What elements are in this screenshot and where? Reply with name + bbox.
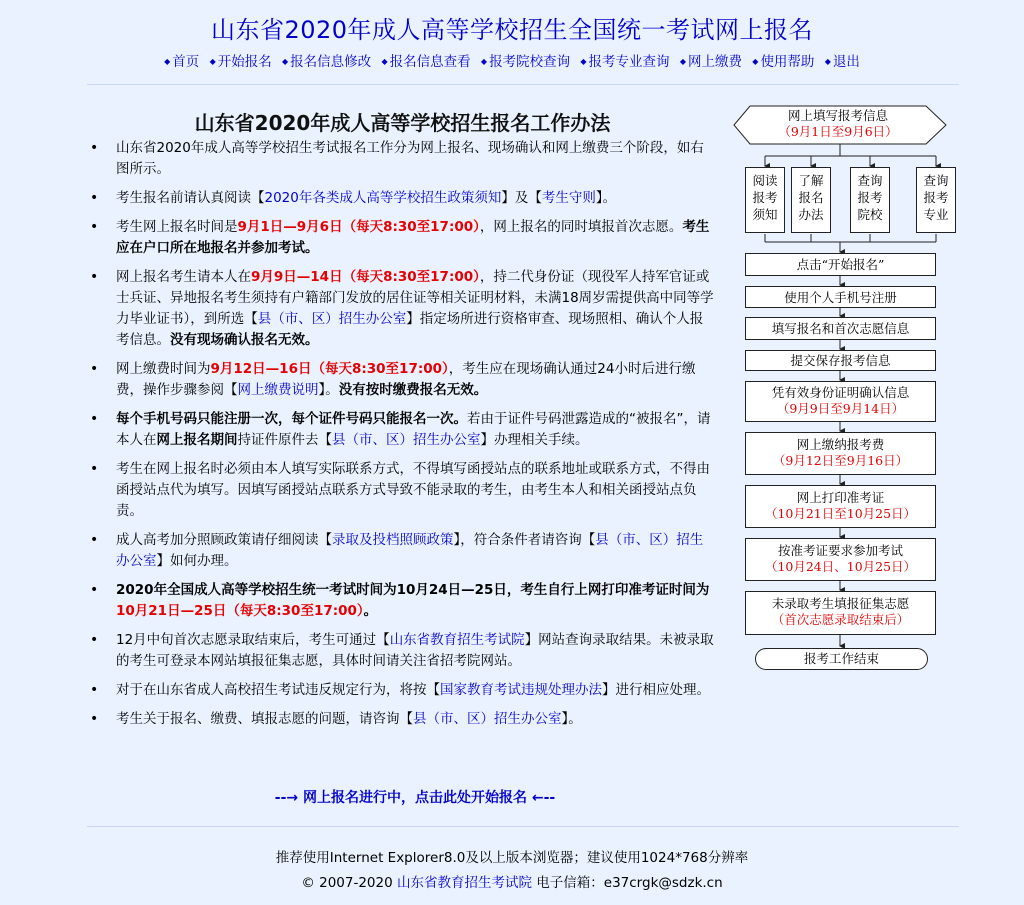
item-text: 网上报名考生请本人在 bbox=[116, 269, 251, 285]
item-text: 网上缴费时间为 bbox=[116, 361, 211, 377]
flow-step-label: 未录取考生填报征集志愿 bbox=[771, 596, 910, 611]
exam-institute-link[interactable]: 山东省教育招生考试院 bbox=[389, 632, 525, 648]
date-highlight: 9月9日—14日（每天8:30至17:00） bbox=[251, 269, 480, 285]
item-text: 持证件原件去【 bbox=[237, 432, 332, 448]
nav-major-query[interactable]: ◆ 报考专业查询 bbox=[580, 54, 669, 70]
item-text: 若由于证件号码泄露造成的“被报名”，请本人在 bbox=[116, 411, 711, 448]
nav-home[interactable]: ◆ 首页 bbox=[164, 54, 199, 70]
item-text: 考生关于报名、缴费、填报志愿的问题，请咨询【 bbox=[116, 711, 413, 727]
item-text: 山东省2020年成人高等学校招生考试报名工作分为网上报名、现场确认和网上缴费三个阶段，如右图所示。 bbox=[116, 140, 704, 177]
flow-start-date: （9月1日至9月6日） bbox=[778, 124, 898, 139]
divider bbox=[87, 84, 959, 85]
item-bold: 每个手机号码只能注册一次，每个证件号码只能报名一次。 bbox=[116, 411, 467, 427]
date-highlight: 10月21日—25日（每天8:30至17:00） bbox=[116, 603, 364, 619]
flow-step-label: 填写报名和首次志愿信息 bbox=[771, 321, 910, 336]
flow-step-label: 网上缴纳报考费 bbox=[796, 437, 885, 452]
branch-registration-method: 了解报名办法 bbox=[791, 167, 831, 233]
flow-step-date: （10月24日、10月25日） bbox=[764, 559, 917, 574]
flow-step-click-start bbox=[745, 253, 936, 276]
flow-end bbox=[755, 648, 928, 670]
flow-step-print-ticket bbox=[745, 485, 936, 528]
flow-step-confirm bbox=[745, 381, 936, 422]
nav-modify[interactable]: ◆ 报名信息修改 bbox=[282, 54, 371, 70]
flow-step-label: 凭有效身份证明确认信息 bbox=[771, 385, 910, 400]
branch-read-notice: 阅读报考须知 bbox=[745, 167, 785, 233]
county-office-link[interactable]: 县（市、区）招生办公室 bbox=[116, 532, 704, 569]
flow-step-register bbox=[745, 286, 936, 308]
rules-link[interactable]: 考生守则 bbox=[541, 190, 596, 206]
flow-step-date: （10月21日至10月25日） bbox=[764, 506, 917, 521]
nav-logout[interactable]: ◆ 退出 bbox=[825, 54, 860, 70]
nav-help[interactable]: ◆ 使用帮助 bbox=[752, 54, 814, 70]
flow-step-label: 提交保存报考信息 bbox=[790, 353, 891, 368]
item-text: 对于在山东省成人高校招生考试违反规定行为，将按【 bbox=[116, 682, 440, 698]
item-text: 】进行相应处理。 bbox=[602, 682, 710, 698]
bonus-policy-link[interactable]: 录取及投档照顾政策 bbox=[332, 532, 454, 548]
list-item bbox=[90, 188, 715, 209]
start-registration-link[interactable]: --→ 网上报名进行中，点击此处开始报名 ←-- bbox=[274, 790, 556, 806]
flow-step-date: （9月9日至9月14日） bbox=[776, 401, 905, 416]
flow-end-label: 报考工作结束 bbox=[803, 651, 879, 666]
item-text: ，持二代身份证（现役军人持军官证或士兵证、异地报名考生须持有户籍部门发放的居住证等相关证明材料，未满18周岁需提供高中同等学力毕业证书），到所选【 bbox=[116, 269, 714, 327]
flow-step-label: 点击“开始报名” bbox=[796, 257, 885, 272]
flow-step-date: （首次志愿录取结束后） bbox=[771, 612, 910, 627]
nav-payment[interactable]: ◆ 网上缴费 bbox=[680, 54, 742, 70]
item-text: 】指定场所进行资格审查、现场照相、确认个人报考信息。 bbox=[116, 311, 704, 348]
page-title: 山东省2020年成人高等学校招生报名工作办法 bbox=[194, 111, 611, 135]
top-nav bbox=[0, 50, 1024, 70]
violation-rules-link[interactable]: 国家教育考试违规处理办法 bbox=[440, 682, 602, 698]
list-item bbox=[90, 530, 715, 572]
payment-guide-link[interactable]: 网上缴费说明 bbox=[237, 382, 319, 398]
item-text: 成人高考加分照顾政策请仔细阅读【 bbox=[116, 532, 332, 548]
item-text: 】。 bbox=[561, 711, 582, 727]
item-bold: 网上报名期间 bbox=[156, 432, 238, 448]
date-highlight: 9月1日—9月6日（每天8:30至17:00） bbox=[237, 219, 480, 235]
list-item bbox=[90, 459, 715, 522]
nav-school-query[interactable]: ◆ 报考院校查询 bbox=[481, 54, 570, 70]
list-item bbox=[90, 680, 715, 701]
item-text: 】网站查询录取结果。未被录取的考生可登录本网站填报征集志愿，具体时间请关注省招考院网站。 bbox=[116, 632, 714, 669]
process-flowchart bbox=[728, 100, 958, 680]
item-text: 】。 bbox=[595, 190, 617, 206]
item-text: 】办理相关手续。 bbox=[480, 432, 589, 448]
county-office-link[interactable]: 县（市、区）招生办公室 bbox=[332, 432, 481, 448]
list-item bbox=[90, 267, 715, 351]
flow-step-submit bbox=[745, 350, 936, 371]
nav-start[interactable]: ◆ 开始报名 bbox=[210, 54, 272, 70]
flow-step-pay bbox=[745, 432, 936, 475]
list-item bbox=[90, 630, 715, 672]
item-bold: 2020年全国成人高等学校招生统一考试时间为10月24日—25日，考生自行上网打印准考证时间为 bbox=[116, 582, 710, 598]
item-bold: 。 bbox=[363, 603, 378, 619]
instruction-list bbox=[90, 138, 715, 738]
county-office-link[interactable]: 县（市、区）招生办公室 bbox=[257, 311, 407, 327]
list-item bbox=[90, 138, 715, 180]
copyright bbox=[0, 871, 1024, 891]
list-item bbox=[90, 580, 715, 622]
nav-view[interactable]: ◆ 报名信息查看 bbox=[381, 54, 470, 70]
item-bold: 没有现场确认报名无效。 bbox=[170, 332, 319, 348]
policy-link[interactable]: 2020年各类成人高等学校招生政策须知 bbox=[264, 190, 502, 206]
flow-step-date: （9月12日至9月16日） bbox=[772, 453, 909, 468]
list-item bbox=[90, 217, 715, 259]
flow-start bbox=[758, 108, 918, 142]
item-text: 考生报名前请认真阅读【 bbox=[116, 190, 265, 206]
flow-step-label: 网上打印准考证 bbox=[796, 490, 885, 505]
item-text: 考生网上报名时间是 bbox=[116, 219, 238, 235]
divider bbox=[87, 826, 959, 827]
email-text: 电子信箱：e37crgk@sdzk.cn bbox=[531, 875, 723, 891]
item-text: ，网上报名的同时填报首次志愿。 bbox=[479, 219, 683, 235]
item-bold: 考生应在户口所在地报名并参加考试。 bbox=[116, 219, 710, 256]
flow-step-label: 按准考证要求参加考试 bbox=[777, 543, 903, 558]
branch-query-majors: 查询报考专业 bbox=[916, 167, 956, 233]
item-text: 12月中旬首次志愿录取结束后，考生可通过【 bbox=[116, 632, 390, 648]
item-text: 】，符合条件者请咨询【 bbox=[453, 532, 596, 548]
org-link[interactable]: 山东省教育招生考试院 bbox=[396, 875, 532, 891]
date-highlight: 9月12日—16日（每天8:30至17:00） bbox=[210, 361, 449, 377]
branch-query-schools: 查询报考院校 bbox=[850, 167, 890, 233]
item-text: ，考生应在现场确认通过24小时后进行缴费，操作步骤参阅【 bbox=[116, 361, 696, 398]
site-title: 山东省2020年成人高等学校招生全国统一考试网上报名 bbox=[210, 16, 814, 44]
item-text: 】。 bbox=[318, 382, 339, 398]
county-office-link[interactable]: 县（市、区）招生办公室 bbox=[413, 711, 562, 727]
browser-note: 推荐使用Internet Explorer8.0及以上版本浏览器；建议使用1024*768分辨率 bbox=[275, 850, 749, 866]
copyright-text: © 2007-2020 bbox=[301, 875, 397, 891]
item-bold: 没有按时缴费报名无效。 bbox=[338, 382, 488, 398]
item-text: 】如何办理。 bbox=[156, 553, 238, 569]
flow-step-exam bbox=[745, 538, 936, 581]
list-item bbox=[90, 409, 715, 451]
item-text: 】及【 bbox=[501, 190, 542, 206]
item-text: 考生在网上报名时必须由本人填写实际联系方式，不得填写函授站点的联系地址或联系方式，不得由函授站点代为填写。因填写函授站点联系方式导致不能录取的考生，由考生本人和相关函授站点负责。 bbox=[116, 461, 710, 519]
list-item bbox=[90, 709, 715, 730]
flow-step-solicit bbox=[745, 591, 936, 635]
flow-start-label: 网上填写报考信息 bbox=[787, 108, 888, 123]
flow-step-label: 使用个人手机号注册 bbox=[784, 290, 897, 305]
flow-step-fill-info bbox=[745, 317, 936, 340]
list-item bbox=[90, 359, 715, 401]
